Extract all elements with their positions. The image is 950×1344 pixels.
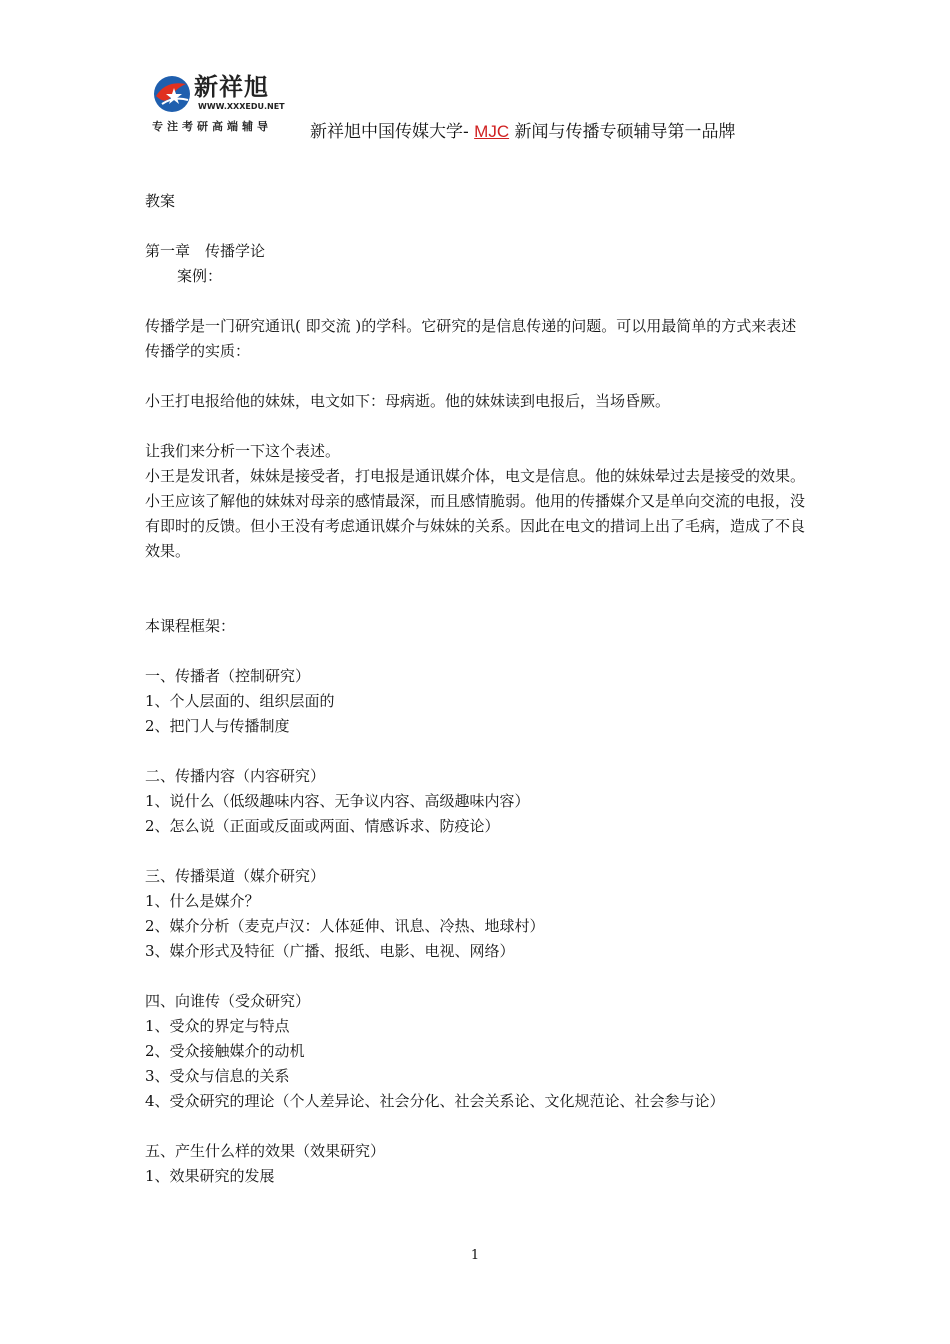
section-item: 1、效果研究的发展 <box>145 1167 275 1185</box>
section-item: 1、受众的界定与特点 <box>145 1017 290 1035</box>
section-heading: 三、传播渠道（媒介研究） <box>145 867 326 885</box>
page-number: 1 <box>470 1248 480 1263</box>
logo-url: WWW.XXXEDU.NET <box>198 102 285 111</box>
section-heading: 四、向谁传（受众研究） <box>145 992 311 1010</box>
section-heading: 二、传播内容（内容研究） <box>145 767 326 785</box>
logo-name: 新祥旭 <box>194 73 269 101</box>
section-item: 3、媒介形式及特征（广播、报纸、电影、电视、网络） <box>145 942 515 960</box>
section-item: 4、受众研究的理论（个人差异论、社会分化、社会关系论、文化规范论、社会参与论） <box>145 1092 725 1110</box>
header-title <box>310 121 736 143</box>
section-item: 1、个人层面的、组织层面的 <box>145 692 335 710</box>
header-suffix: 新闻与传播专硕辅导第一品牌 <box>514 122 736 142</box>
section-item: 1、什么是媒介？ <box>145 892 260 910</box>
header-prefix: 新祥旭中国传媒大学- <box>310 122 469 142</box>
analysis-line: 小王应该了解他的妹妹对母亲的感情最深，而且感情脆弱。他用的传播媒介又是单向交流的电报，没有即时的反馈。但小王没有考虑通讯媒介与妹妹的关系。因此在电文的措词上出了毛病，造成了不良效果。 <box>145 492 806 560</box>
section-item: 2、把门人与传播制度 <box>145 717 290 735</box>
section-item: 3、受众与信息的关系 <box>145 1067 290 1085</box>
example-paragraph: 小王打电报给他的妹妹，电文如下：母病逝。他的妹妹读到电报后，当场昏厥。 <box>145 392 671 410</box>
analysis-line: 小王是发讯者，妹妹是接受者，打电报是通讯媒介体，电文是信息。他的妹妹晕过去是接受的效果。 <box>145 467 806 485</box>
section-heading: 五、产生什么样的效果（效果研究） <box>145 1142 386 1160</box>
case-label: 案例： <box>177 267 223 285</box>
framework-label: 本课程框架： <box>145 617 236 635</box>
intro-paragraph: 传播学是一门研究通讯( 即交流 )的学科。它研究的是信息传递的问题。可以用最简单的方式来表述传播学的实质： <box>145 317 797 360</box>
section-item: 2、媒介分析（麦克卢汉：人体延伸、讯息、冷热、地球村） <box>145 917 545 935</box>
header-brand-link[interactable]: MJC <box>474 122 510 141</box>
globe-logo-icon <box>152 74 192 114</box>
section-item: 2、受众接触媒介的动机 <box>145 1042 305 1060</box>
company-logo <box>150 70 300 140</box>
section-item: 1、说什么（低级趣味内容、无争议内容、高级趣味内容） <box>145 792 530 810</box>
section-heading: 一、传播者（控制研究） <box>145 667 311 685</box>
logo-slogan: 专注考研高端辅导 <box>152 120 272 133</box>
chapter-heading: 第一章 传播学论 <box>145 242 266 260</box>
section-item: 2、怎么说（正面或反面或两面、情感诉求、防疫论） <box>145 817 500 835</box>
document-body <box>145 189 810 1189</box>
analysis-line: 让我们来分析一下这个表述。 <box>145 442 341 460</box>
doc-title: 教案 <box>145 192 176 210</box>
